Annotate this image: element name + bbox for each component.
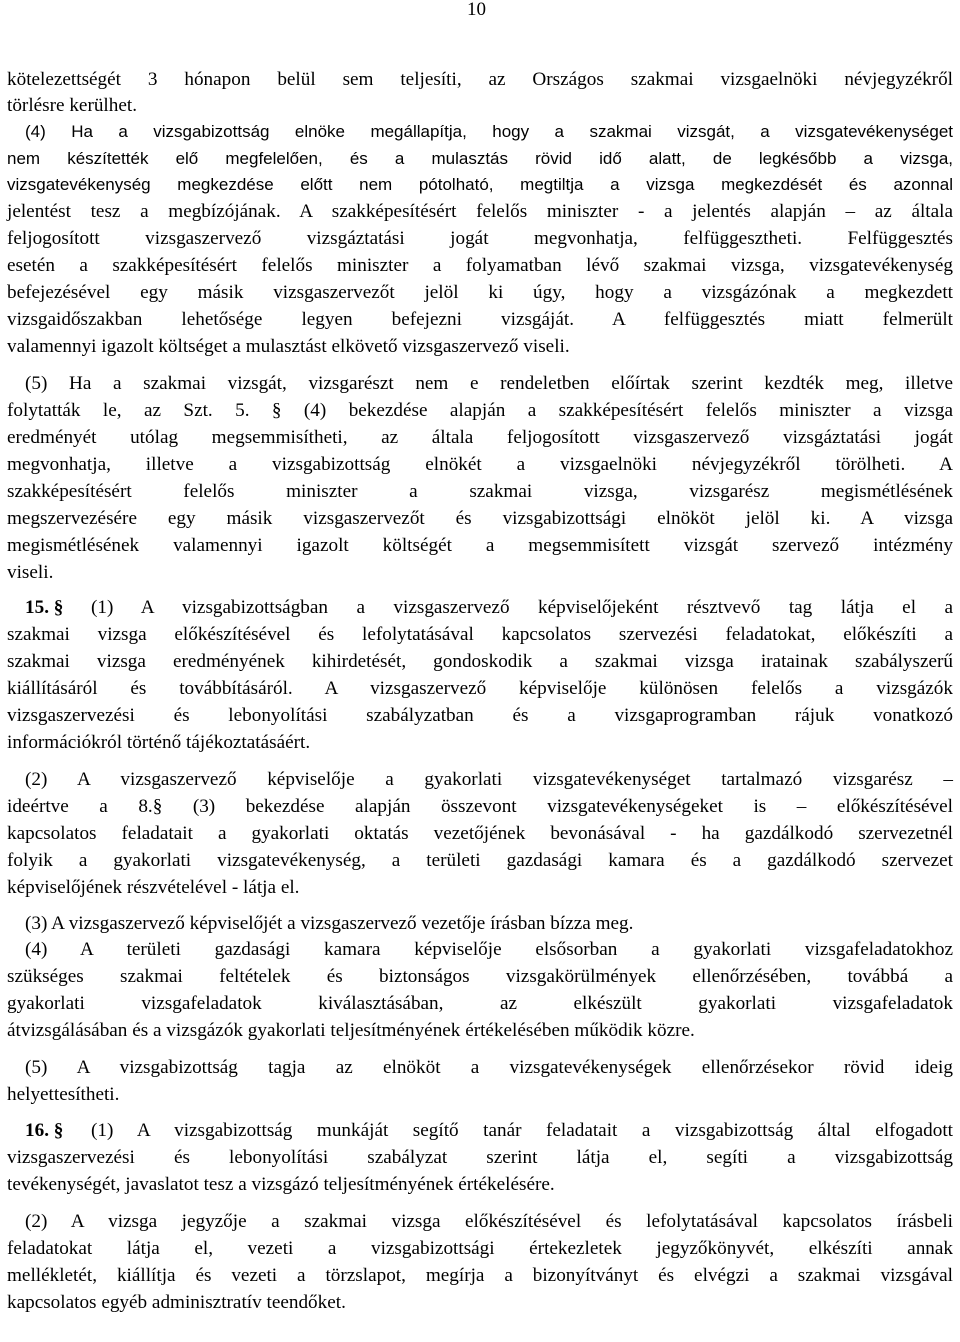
text-line: feladatokat látja el, vezeti a vizsgabizottsági értekezletek jegyzőkönyvét, elkészíti annak xyxy=(7,1238,953,1259)
text-line: megismétlésének valamennyi igazolt költségét a megsemmisített vizsgát szervező intézmény xyxy=(7,535,953,556)
text-line: (2) A vizsgaszervező képviselője a gyakorlati vizsgatevékenységet tartalmazó vizsgarész – xyxy=(25,769,953,790)
text-line: (5) A vizsgabizottság tagja az elnököt a vizsgatevékenységek ellenőrzésekor rövid ideig xyxy=(25,1057,953,1078)
text-line: (1) A vizsgabizottságban a vizsgaszervező képviselőjeként résztvevő tag látja el a xyxy=(91,597,953,618)
text-line: tevékenységét, javaslatot tesz a vizsgázó teljesítményének értékelésére. xyxy=(7,1174,555,1195)
text-line: kiállításáról és továbbításáról. A vizsgaszervező képviselője különösen felelős a vizsgázók xyxy=(7,678,953,699)
text-line: ideértve a 8.§ (3) bekezdése alapján összevont vizsgatevékenységeket is – előkészítésével xyxy=(7,796,953,817)
text-line: megszervezésére egy másik vizsgaszervezőt és vizsgabizottsági elnököt jelöl ki. A vizsga xyxy=(7,508,953,529)
text-line: mellékletét, kiállítja és vezeti a törzslapot, megírja a bizonyítványt és elvégzi a szakmai vizsgával xyxy=(7,1265,953,1286)
text-line: folyik a gyakorlati vizsgatevékenység, a területi gazdasági kamara és a gazdálkodó szervezet xyxy=(7,850,953,871)
text-line: szakmai vizsga előkészítésével és lefolytatásával kapcsolatos szervezési feladatokat, előkészíti a xyxy=(7,624,953,645)
section-label-15: 15. § xyxy=(25,597,64,618)
text-line: esetén a szakképesítésért felelős miniszter a folyamatban lévő szakmai vizsga, vizsgatevékenység xyxy=(7,255,953,276)
text-line: helyettesítheti. xyxy=(7,1084,120,1105)
text-line: befejezésével egy másik vizsgaszervezőt jelöl ki úgy, hogy a vizsgázónak a megkezdett xyxy=(7,282,953,303)
text-line: kötelezettségét 3 hónapon belül sem teljesíti, az Országos szakmai vizsgaelnöki névjegyzékről xyxy=(7,69,953,90)
page-number: 10 xyxy=(467,0,486,20)
text-line: információkról történő tájékoztatásáért. xyxy=(7,732,311,753)
text-line: valamennyi igazolt költséget a mulasztást elkövető vizsgaszervező viseli. xyxy=(7,336,570,357)
section-label-16: 16. § xyxy=(25,1120,64,1141)
text-line: (4) Ha a vizsgabizottság elnöke megállapítja, hogy a szakmai vizsgát, a vizsgatevékenységet xyxy=(25,122,953,141)
text-line: gyakorlati vizsgafeladatok kiválasztásában, az elkészült gyakorlati vizsgafeladatok xyxy=(7,993,953,1014)
text-line: vizsgaszervezési és lebonyolítási szabályzatban és a vizsgaprogramban rájuk vonatkozó xyxy=(7,705,953,726)
text-line: (3) A vizsgaszervező képviselőjét a vizsgaszervező vezetője írásban bízza meg. xyxy=(25,913,634,934)
text-line: szakmai vizsga eredményének kihirdetését, gondoskodik a szakmai vizsga iratainak szabályszerű xyxy=(7,651,953,672)
text-line: törlésre kerülhet. xyxy=(7,95,137,116)
text-line: (4) A területi gazdasági kamara képviselője elsősorban a gyakorlati vizsgafeladatokhoz xyxy=(25,939,953,960)
text-line: (2) A vizsga jegyzője a szakmai vizsga előkészítésével és lefolytatásával kapcsolatos írásbeli xyxy=(25,1211,953,1232)
text-line: vizsgatevékenység megkezdése előtt nem pótolható, megtiltja a vizsga megkezdését és azonnal xyxy=(7,175,953,194)
text-line: kapcsolatos feladatait a gyakorlati oktatás vezetőjének bevonásával - ha gazdálkodó szervezetnél xyxy=(7,823,953,844)
text-line: feljogosított vizsgaszervező vizsgáztatási jogát megvonhatja, felfüggesztheti. Felfüggesztés xyxy=(7,228,953,249)
text-line: képviselőjének részvételével - látja el. xyxy=(7,877,300,898)
text-line: nem készítették elő megfelelően, és a mulasztás rövid idő alatt, de legkésőbb a vizsga, xyxy=(7,149,953,168)
text-line: szükséges szakmai feltételek és biztonságos vizsgakörülmények ellenőrzésében, továbbá a xyxy=(7,966,953,987)
text-line: (1) A vizsgabizottság munkáját segítő tanár feladatait a vizsgabizottság által elfogadott xyxy=(91,1120,953,1141)
text-line: kapcsolatos egyéb adminisztratív teendőket. xyxy=(7,1292,346,1313)
text-line: (5) Ha a szakmai vizsgát, vizsgarészt nem e rendeletben előírtak szerint kezdték meg, illetve xyxy=(25,373,953,394)
text-line: vizsgaidőszakban lehetősége legyen befejezni vizsgáját. A felfüggesztés miatt felmerült xyxy=(7,309,953,330)
text-line: megvonhatja, illetve a vizsgabizottság elnökét a vizsgaelnöki névjegyzékről törölheti. A xyxy=(7,454,953,475)
text-line: átvizsgálásában és a vizsgázók gyakorlati teljesítményének értékelésében működik közre. xyxy=(7,1020,695,1041)
text-line: eredményét utólag megsemmisítheti, az általa feljogosított vizsgaszervező vizsgáztatási jogát xyxy=(7,427,953,448)
text-line: jelentést tesz a megbízójának. A szakképesítésért felelős miniszter - a jelentés alapján – az általa xyxy=(7,201,953,222)
text-line: vizsgaszervezési és lebonyolítási szabályzat szerint látja el, segíti a vizsgabizottság xyxy=(7,1147,953,1168)
text-line: viseli. xyxy=(7,562,54,583)
text-line: folytatták le, az Szt. 5. § (4) bekezdése alapján a szakképesítésért felelős miniszter a vizsga xyxy=(7,400,953,421)
text-line: szakképesítésért felelős miniszter a szakmai vizsga, vizsgarész megismétlésének xyxy=(7,481,953,502)
